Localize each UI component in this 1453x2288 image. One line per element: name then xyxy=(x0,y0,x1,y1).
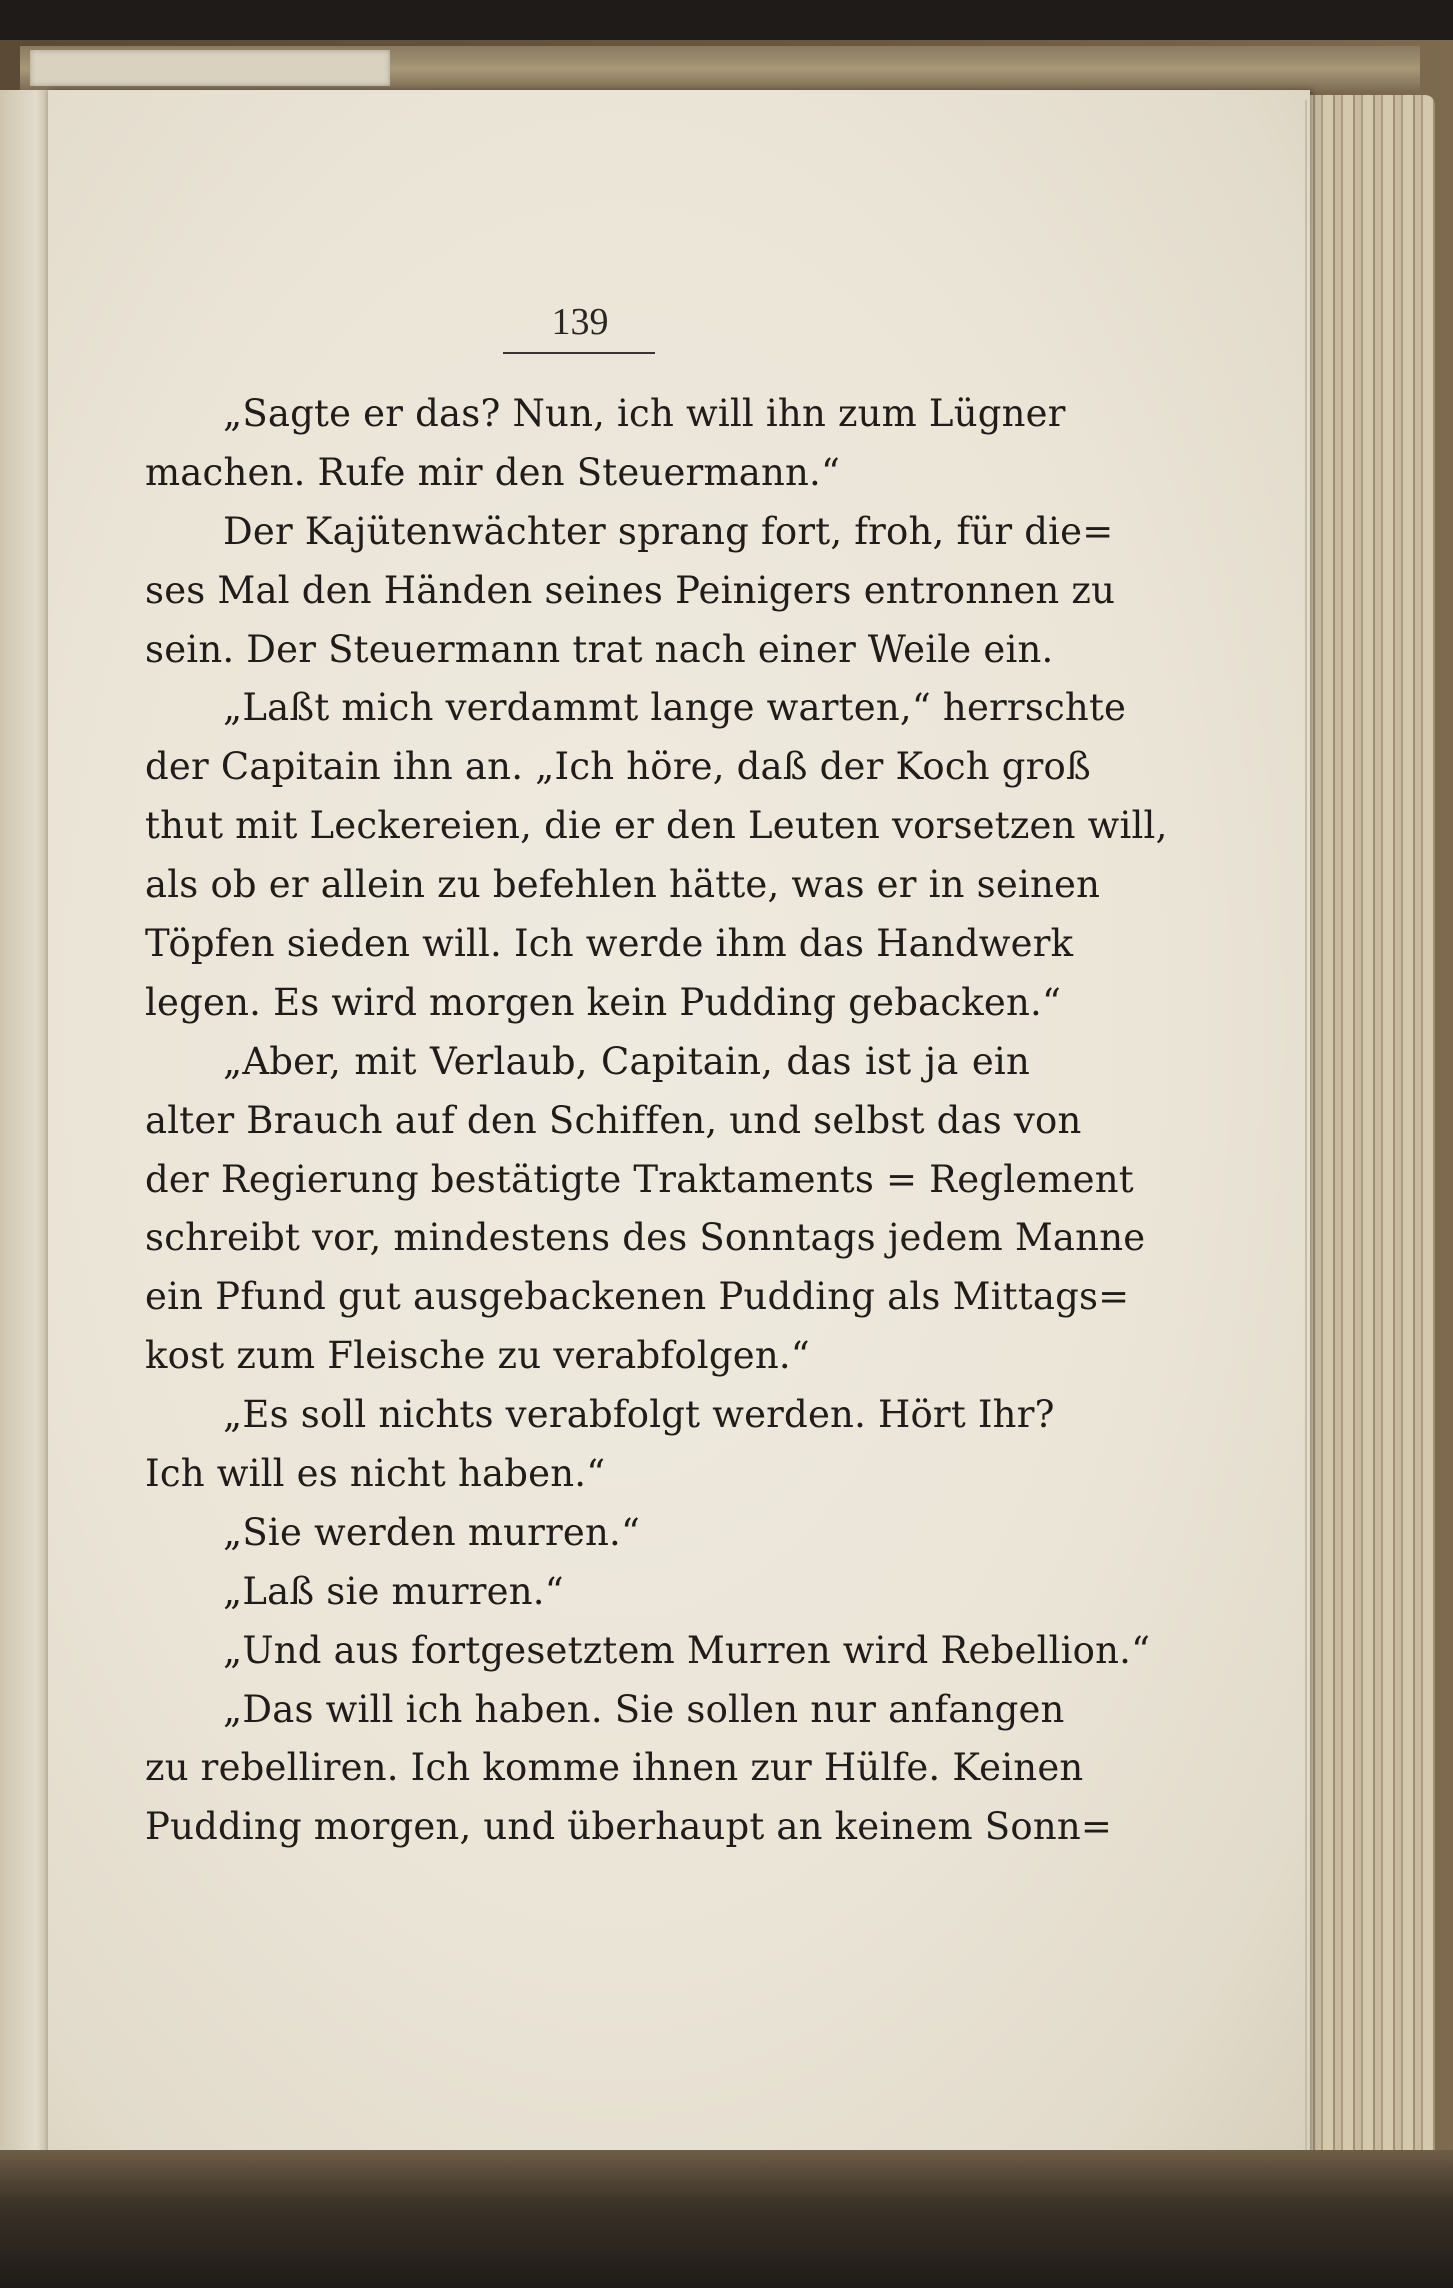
text-line: „Das will ich haben. Sie sollen nur anfangen xyxy=(223,1687,1065,1731)
binding-tape xyxy=(30,50,390,86)
text-line: thut mit Leckereien, die er den Leuten vorsetzen will, xyxy=(145,804,1168,848)
text-line: alter Brauch auf den Schiffen, und selbst das von xyxy=(145,1098,1082,1142)
page-fold-line xyxy=(1305,100,1307,2150)
text-line: der Regierung bestätigte Traktaments = Reglement xyxy=(145,1157,1134,1201)
text-line: sein. Der Steuermann trat nach einer Weile ein. xyxy=(145,627,1054,671)
text-line: „Und aus fortgesetztem Murren wird Rebellion.“ xyxy=(223,1628,1151,1672)
bottom-shadow xyxy=(0,2150,1453,2288)
text-line: legen. Es wird morgen kein Pudding gebacken.“ xyxy=(145,980,1062,1024)
page-number: 139 xyxy=(551,301,609,343)
text-line: machen. Rufe mir den Steuermann.“ xyxy=(145,450,841,494)
text-line: ses Mal den Händen seines Peinigers entronnen zu xyxy=(145,568,1116,612)
text-line: „Sagte er das? Nun, ich will ihn zum Lügner xyxy=(223,392,1066,435)
text-line: zu rebelliren. Ich komme ihnen zur Hülfe. Keinen xyxy=(145,1746,1084,1790)
text-line: „Aber, mit Verlaub, Capitain, das ist ja ein xyxy=(223,1039,1030,1083)
text-line: ein Pfund gut ausgebackenen Pudding als Mittags= xyxy=(145,1275,1130,1319)
text-line: „Sie werden murren.“ xyxy=(223,1510,641,1554)
text-line: „Laßt mich verdammt lange warten,“ herrschte xyxy=(223,686,1127,730)
page-number-rule xyxy=(503,352,655,354)
text-line: Der Kajütenwächter sprang fort, froh, für die= xyxy=(223,509,1114,553)
text-line: Töpfen sieden will. Ich werde ihm das Handwerk xyxy=(145,922,1074,966)
text-line: als ob er allein zu befehlen hätte, was er in seinen xyxy=(145,863,1101,907)
text-line: „Es soll nichts verabfolgt werden. Hört Ihr? xyxy=(223,1393,1055,1437)
text-line: Ich will es nicht haben.“ xyxy=(145,1452,606,1496)
stacked-page-edges xyxy=(1295,95,1435,2165)
text-line: schreibt vor, mindestens des Sonntags jedem Manne xyxy=(145,1216,1146,1260)
text-line: der Capitain ihn an. „Ich höre, daß der Koch groß xyxy=(145,745,1091,789)
body-text xyxy=(145,385,1168,1857)
text-line: kost zum Fleische zu verabfolgen.“ xyxy=(145,1334,810,1378)
text-line: Pudding morgen, und überhaupt an keinem Sonn= xyxy=(145,1805,1113,1849)
gutter-edge xyxy=(0,90,52,2210)
text-line: „Laß sie murren.“ xyxy=(223,1569,564,1613)
